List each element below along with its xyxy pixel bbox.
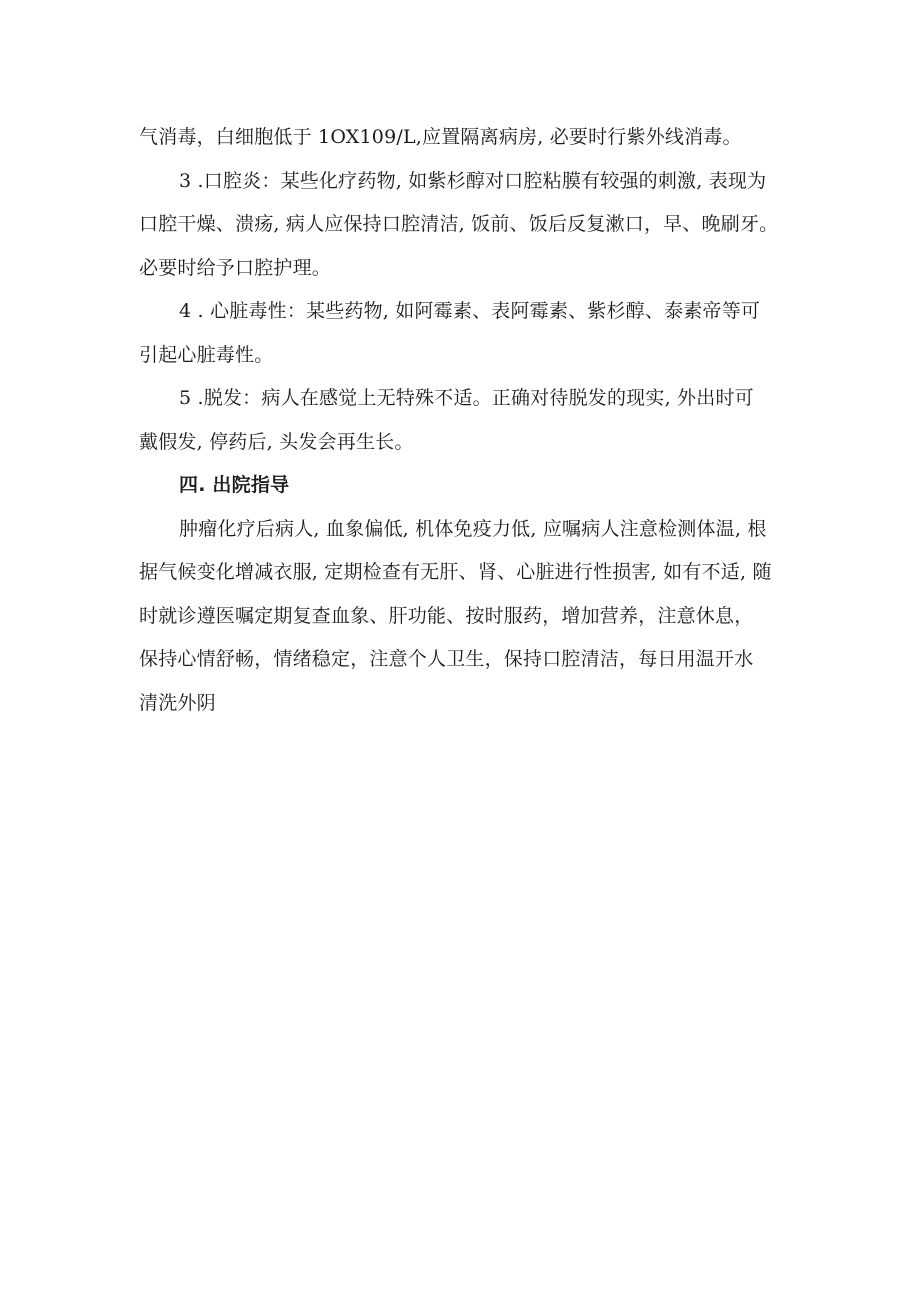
text-line: 保持心情舒畅，情绪稳定，注意个人卫生，保持口腔清洁，每日用温开水 <box>139 648 754 670</box>
document-page <box>139 116 789 725</box>
text-line: 口腔干燥、溃疡, 病人应保持口腔清洁, 饭前、饭后反复漱口，早、晚刷牙。 <box>139 213 779 235</box>
paragraph-start: 肿瘤化疗后病人, 血象偏低, 机体免疫力低, 应嘱病人注意检测体温, 根 <box>179 517 767 540</box>
section-item-hair-loss: 5 .脱发：病人在感觉上无特殊不适。正确对待脱发的现实, 外出时可 <box>179 387 754 409</box>
section-item-oral-inflammation: 3 .口腔炎：某些化疗药物, 如紫杉醇对口腔粘膜有较强的刺激, 表现为 <box>179 169 767 192</box>
section-item-cardiotoxicity: 4 . 心脏毒性：某些药物, 如阿霉素、表阿霉素、紫杉醇、泰素帝等可 <box>179 300 761 322</box>
section-heading-discharge-guidance: 四. 出院指导 <box>179 474 290 496</box>
text-line: 时就诊遵医嘱定期复查血象、肝功能、按时服药，增加营养，注意休息， <box>139 604 754 627</box>
text-line: 清洗外阴 <box>139 691 216 714</box>
text-line: 气消毒，白细胞低于 1OX109/L,应置隔离病房, 必要时行紫外线消毒。 <box>139 126 742 148</box>
text-line: 戴假发, 停药后, 头发会再生长。 <box>139 430 414 453</box>
text-line: 必要时给予口腔护理。 <box>139 256 332 279</box>
text-line: 据气候变化增减衣服, 定期检查有无肝、肾、心脏进行性损害, 如有不适, 随 <box>139 561 772 583</box>
text-line: 引起心脏毒性。 <box>139 343 274 366</box>
